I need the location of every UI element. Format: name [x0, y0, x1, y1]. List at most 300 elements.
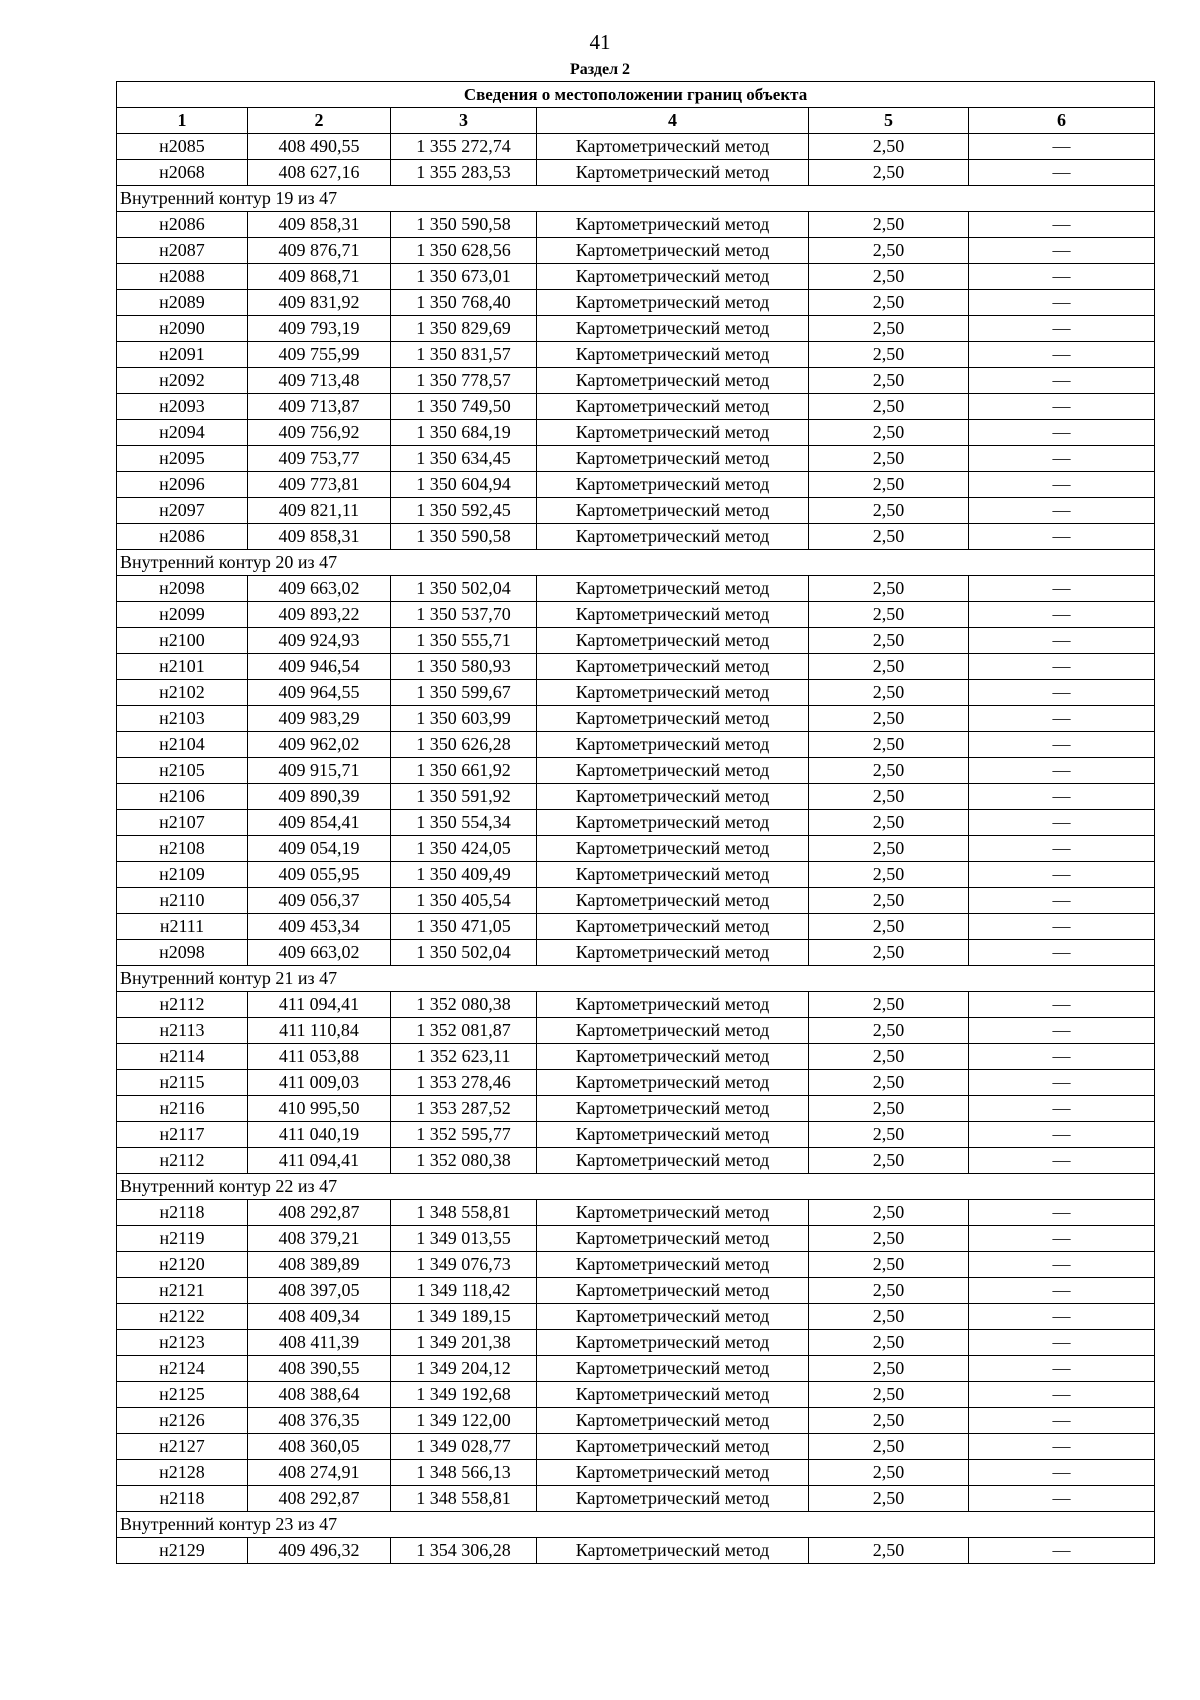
coordinate-y-cell: 1 352 080,38 [391, 1148, 537, 1174]
description-cell: — [969, 1200, 1155, 1226]
table-row [117, 472, 1155, 498]
point-id-cell: н2110 [117, 888, 248, 914]
contour-header-row [117, 550, 1155, 576]
method-cell: Картометрический метод [537, 1096, 809, 1122]
coordinate-x-cell: 411 040,19 [248, 1122, 391, 1148]
point-id-cell: н2101 [117, 654, 248, 680]
table-caption: Сведения о местоположении границ объекта [117, 82, 1155, 108]
description-cell: — [969, 576, 1155, 602]
method-cell: Картометрический метод [537, 1434, 809, 1460]
description-cell: — [969, 1278, 1155, 1304]
coordinate-x-cell: 409 868,71 [248, 264, 391, 290]
method-cell: Картометрический метод [537, 1356, 809, 1382]
coordinate-x-cell: 411 094,41 [248, 1148, 391, 1174]
method-cell: Картометрический метод [537, 810, 809, 836]
method-cell: Картометрический метод [537, 862, 809, 888]
coordinate-y-cell: 1 350 661,92 [391, 758, 537, 784]
accuracy-cell: 2,50 [809, 238, 969, 264]
table-row [117, 1434, 1155, 1460]
accuracy-cell: 2,50 [809, 342, 969, 368]
description-cell: — [969, 1252, 1155, 1278]
description-cell: — [969, 1096, 1155, 1122]
point-id-cell: н2112 [117, 1148, 248, 1174]
description-cell: — [969, 316, 1155, 342]
point-id-cell: н2091 [117, 342, 248, 368]
accuracy-cell: 2,50 [809, 940, 969, 966]
point-id-cell: н2116 [117, 1096, 248, 1122]
accuracy-cell: 2,50 [809, 1226, 969, 1252]
point-id-cell: н2108 [117, 836, 248, 862]
contour-header-row [117, 966, 1155, 992]
accuracy-cell: 2,50 [809, 680, 969, 706]
coordinate-x-cell: 409 713,48 [248, 368, 391, 394]
description-cell: — [969, 1122, 1155, 1148]
accuracy-cell: 2,50 [809, 1460, 969, 1486]
description-cell: — [969, 446, 1155, 472]
coordinate-y-cell: 1 350 537,70 [391, 602, 537, 628]
coordinate-y-cell: 1 350 626,28 [391, 732, 537, 758]
method-cell: Картометрический метод [537, 1460, 809, 1486]
coordinate-x-cell: 408 389,89 [248, 1252, 391, 1278]
accuracy-cell: 2,50 [809, 446, 969, 472]
point-id-cell: н2105 [117, 758, 248, 784]
coordinate-y-cell: 1 349 204,12 [391, 1356, 537, 1382]
table-row [117, 914, 1155, 940]
coordinate-x-cell: 409 055,95 [248, 862, 391, 888]
boundary-coordinates-table [116, 81, 1155, 1564]
coordinate-y-cell: 1 355 283,53 [391, 160, 537, 186]
accuracy-cell: 2,50 [809, 134, 969, 160]
coordinate-x-cell: 409 962,02 [248, 732, 391, 758]
method-cell: Картометрический метод [537, 1382, 809, 1408]
coordinate-y-cell: 1 350 768,40 [391, 290, 537, 316]
point-id-cell: н2122 [117, 1304, 248, 1330]
point-id-cell: н2096 [117, 472, 248, 498]
table-row [117, 1486, 1155, 1512]
coordinate-y-cell: 1 350 590,58 [391, 524, 537, 550]
table-body [117, 134, 1155, 1564]
description-cell: — [969, 1408, 1155, 1434]
coordinate-y-cell: 1 348 558,81 [391, 1486, 537, 1512]
accuracy-cell: 2,50 [809, 602, 969, 628]
coordinate-x-cell: 409 858,31 [248, 524, 391, 550]
method-cell: Картометрический метод [537, 1304, 809, 1330]
description-cell: — [969, 264, 1155, 290]
coordinate-x-cell: 409 854,41 [248, 810, 391, 836]
point-id-cell: н2086 [117, 524, 248, 550]
coordinate-y-cell: 1 349 028,77 [391, 1434, 537, 1460]
table-row [117, 940, 1155, 966]
accuracy-cell: 2,50 [809, 1434, 969, 1460]
coordinate-x-cell: 408 627,16 [248, 160, 391, 186]
coordinate-y-cell: 1 350 592,45 [391, 498, 537, 524]
coordinate-y-cell: 1 350 502,04 [391, 576, 537, 602]
description-cell: — [969, 1382, 1155, 1408]
point-id-cell: н2119 [117, 1226, 248, 1252]
method-cell: Картометрический метод [537, 420, 809, 446]
coordinate-y-cell: 1 349 189,15 [391, 1304, 537, 1330]
description-cell: — [969, 1330, 1155, 1356]
method-cell: Картометрический метод [537, 1278, 809, 1304]
method-cell: Картометрический метод [537, 160, 809, 186]
point-id-cell: н2088 [117, 264, 248, 290]
accuracy-cell: 2,50 [809, 420, 969, 446]
accuracy-cell: 2,50 [809, 784, 969, 810]
point-id-cell: н2068 [117, 160, 248, 186]
method-cell: Картометрический метод [537, 316, 809, 342]
coordinate-x-cell: 409 453,34 [248, 914, 391, 940]
description-cell: — [969, 238, 1155, 264]
method-cell: Картометрический метод [537, 888, 809, 914]
description-cell: — [969, 628, 1155, 654]
description-cell: — [969, 706, 1155, 732]
table-row [117, 160, 1155, 186]
method-cell: Картометрический метод [537, 732, 809, 758]
coordinate-y-cell: 1 349 013,55 [391, 1226, 537, 1252]
description-cell: — [969, 836, 1155, 862]
accuracy-cell: 2,50 [809, 1252, 969, 1278]
table-row [117, 1252, 1155, 1278]
coordinate-x-cell: 411 094,41 [248, 992, 391, 1018]
point-id-cell: н2111 [117, 914, 248, 940]
accuracy-cell: 2,50 [809, 472, 969, 498]
point-id-cell: н2112 [117, 992, 248, 1018]
table-row [117, 680, 1155, 706]
coordinate-x-cell: 409 983,29 [248, 706, 391, 732]
description-cell: — [969, 160, 1155, 186]
method-cell: Картометрический метод [537, 238, 809, 264]
table-row [117, 1226, 1155, 1252]
table-row [117, 862, 1155, 888]
coordinate-x-cell: 409 858,31 [248, 212, 391, 238]
table-row [117, 706, 1155, 732]
accuracy-cell: 2,50 [809, 394, 969, 420]
description-cell: — [969, 212, 1155, 238]
point-id-cell: н2126 [117, 1408, 248, 1434]
method-cell: Картометрический метод [537, 394, 809, 420]
accuracy-cell: 2,50 [809, 524, 969, 550]
coordinate-y-cell: 1 350 599,67 [391, 680, 537, 706]
accuracy-cell: 2,50 [809, 706, 969, 732]
coordinate-x-cell: 409 876,71 [248, 238, 391, 264]
point-id-cell: н2107 [117, 810, 248, 836]
accuracy-cell: 2,50 [809, 1278, 969, 1304]
coordinate-x-cell: 409 753,77 [248, 446, 391, 472]
point-id-cell: н2118 [117, 1200, 248, 1226]
coordinate-y-cell: 1 349 192,68 [391, 1382, 537, 1408]
table-row [117, 212, 1155, 238]
accuracy-cell: 2,50 [809, 290, 969, 316]
coordinate-y-cell: 1 350 405,54 [391, 888, 537, 914]
coordinate-x-cell: 408 411,39 [248, 1330, 391, 1356]
point-id-cell: н2103 [117, 706, 248, 732]
table-row [117, 628, 1155, 654]
method-cell: Картометрический метод [537, 1330, 809, 1356]
table-row [117, 342, 1155, 368]
description-cell: — [969, 1538, 1155, 1564]
method-cell: Картометрический метод [537, 1538, 809, 1564]
coordinate-y-cell: 1 352 623,11 [391, 1044, 537, 1070]
coordinate-y-cell: 1 349 118,42 [391, 1278, 537, 1304]
accuracy-cell: 2,50 [809, 1486, 969, 1512]
description-cell: — [969, 394, 1155, 420]
accuracy-cell: 2,50 [809, 1018, 969, 1044]
page-number: 41 [589, 30, 611, 54]
accuracy-cell: 2,50 [809, 1538, 969, 1564]
point-id-cell: н2098 [117, 576, 248, 602]
method-cell: Картометрический метод [537, 836, 809, 862]
point-id-cell: н2094 [117, 420, 248, 446]
method-cell: Картометрический метод [537, 342, 809, 368]
point-id-cell: н2086 [117, 212, 248, 238]
coordinate-x-cell: 409 793,19 [248, 316, 391, 342]
table-row [117, 446, 1155, 472]
coordinate-x-cell: 409 821,11 [248, 498, 391, 524]
coordinate-x-cell: 409 496,32 [248, 1538, 391, 1564]
accuracy-cell: 2,50 [809, 1408, 969, 1434]
method-cell: Картометрический метод [537, 602, 809, 628]
table-row [117, 654, 1155, 680]
table-row [117, 784, 1155, 810]
method-cell: Картометрический метод [537, 368, 809, 394]
accuracy-cell: 2,50 [809, 758, 969, 784]
coordinate-x-cell: 409 056,37 [248, 888, 391, 914]
coordinate-x-cell: 409 663,02 [248, 940, 391, 966]
point-id-cell: н2092 [117, 368, 248, 394]
contour-header-row [117, 186, 1155, 212]
description-cell: — [969, 914, 1155, 940]
point-id-cell: н2127 [117, 1434, 248, 1460]
coordinate-y-cell: 1 350 424,05 [391, 836, 537, 862]
point-id-cell: н2113 [117, 1018, 248, 1044]
accuracy-cell: 2,50 [809, 498, 969, 524]
coordinate-y-cell: 1 350 673,01 [391, 264, 537, 290]
coordinate-x-cell: 409 893,22 [248, 602, 391, 628]
coordinate-x-cell: 408 360,05 [248, 1434, 391, 1460]
column-number: 5 [809, 108, 969, 134]
contour-label: Внутренний контур 21 из 47 [117, 966, 1155, 992]
table-row [117, 602, 1155, 628]
description-cell: — [969, 524, 1155, 550]
point-id-cell: н2097 [117, 498, 248, 524]
table-row [117, 290, 1155, 316]
point-id-cell: н2115 [117, 1070, 248, 1096]
point-id-cell: н2118 [117, 1486, 248, 1512]
accuracy-cell: 2,50 [809, 1148, 969, 1174]
method-cell: Картометрический метод [537, 264, 809, 290]
method-cell: Картометрический метод [537, 446, 809, 472]
description-cell: — [969, 420, 1155, 446]
method-cell: Картометрический метод [537, 654, 809, 680]
description-cell: — [969, 732, 1155, 758]
method-cell: Картометрический метод [537, 992, 809, 1018]
accuracy-cell: 2,50 [809, 1330, 969, 1356]
table-row [117, 732, 1155, 758]
point-id-cell: н2121 [117, 1278, 248, 1304]
column-number: 4 [537, 108, 809, 134]
description-cell: — [969, 134, 1155, 160]
coordinate-y-cell: 1 348 566,13 [391, 1460, 537, 1486]
method-cell: Картометрический метод [537, 134, 809, 160]
coordinate-x-cell: 408 292,87 [248, 1486, 391, 1512]
description-cell: — [969, 1044, 1155, 1070]
accuracy-cell: 2,50 [809, 1304, 969, 1330]
method-cell: Картометрический метод [537, 628, 809, 654]
description-cell: — [969, 290, 1155, 316]
coordinate-y-cell: 1 353 287,52 [391, 1096, 537, 1122]
point-id-cell: н2124 [117, 1356, 248, 1382]
method-cell: Картометрический метод [537, 1408, 809, 1434]
contour-label: Внутренний контур 22 из 47 [117, 1174, 1155, 1200]
coordinate-y-cell: 1 349 201,38 [391, 1330, 537, 1356]
coordinate-y-cell: 1 352 081,87 [391, 1018, 537, 1044]
description-cell: — [969, 888, 1155, 914]
point-id-cell: н2114 [117, 1044, 248, 1070]
table-row [117, 1148, 1155, 1174]
coordinate-y-cell: 1 348 558,81 [391, 1200, 537, 1226]
coordinate-x-cell: 409 054,19 [248, 836, 391, 862]
method-cell: Картометрический метод [537, 290, 809, 316]
accuracy-cell: 2,50 [809, 1122, 969, 1148]
table-row [117, 1122, 1155, 1148]
coordinate-x-cell: 409 756,92 [248, 420, 391, 446]
coordinate-y-cell: 1 353 278,46 [391, 1070, 537, 1096]
description-cell: — [969, 1304, 1155, 1330]
point-id-cell: н2089 [117, 290, 248, 316]
description-cell: — [969, 1226, 1155, 1252]
coordinate-y-cell: 1 350 591,92 [391, 784, 537, 810]
contour-label: Внутренний контур 19 из 47 [117, 186, 1155, 212]
coordinate-y-cell: 1 350 471,05 [391, 914, 537, 940]
method-cell: Картометрический метод [537, 914, 809, 940]
table-row [117, 1070, 1155, 1096]
coordinate-x-cell: 409 924,93 [248, 628, 391, 654]
point-id-cell: н2109 [117, 862, 248, 888]
accuracy-cell: 2,50 [809, 862, 969, 888]
accuracy-cell: 2,50 [809, 836, 969, 862]
coordinate-x-cell: 409 663,02 [248, 576, 391, 602]
coordinate-y-cell: 1 350 604,94 [391, 472, 537, 498]
table-row [117, 524, 1155, 550]
table-row [117, 368, 1155, 394]
point-id-cell: н2104 [117, 732, 248, 758]
description-cell: — [969, 1356, 1155, 1382]
table-row [117, 992, 1155, 1018]
contour-header-row [117, 1174, 1155, 1200]
accuracy-cell: 2,50 [809, 628, 969, 654]
coordinate-x-cell: 409 755,99 [248, 342, 391, 368]
accuracy-cell: 2,50 [809, 576, 969, 602]
coordinate-x-cell: 409 964,55 [248, 680, 391, 706]
method-cell: Картометрический метод [537, 758, 809, 784]
method-cell: Картометрический метод [537, 472, 809, 498]
description-cell: — [969, 342, 1155, 368]
table-row [117, 1356, 1155, 1382]
coordinate-y-cell: 1 350 829,69 [391, 316, 537, 342]
point-id-cell: н2100 [117, 628, 248, 654]
coordinate-x-cell: 411 053,88 [248, 1044, 391, 1070]
table-row [117, 1018, 1155, 1044]
table-row [117, 576, 1155, 602]
coordinate-y-cell: 1 350 628,56 [391, 238, 537, 264]
method-cell: Картометрический метод [537, 524, 809, 550]
point-id-cell: н2117 [117, 1122, 248, 1148]
table-row [117, 134, 1155, 160]
table-row [117, 1044, 1155, 1070]
coordinate-y-cell: 1 352 080,38 [391, 992, 537, 1018]
coordinate-x-cell: 409 831,92 [248, 290, 391, 316]
coordinate-y-cell: 1 355 272,74 [391, 134, 537, 160]
column-number: 6 [969, 108, 1155, 134]
column-number: 1 [117, 108, 248, 134]
accuracy-cell: 2,50 [809, 1096, 969, 1122]
accuracy-cell: 2,50 [809, 914, 969, 940]
description-cell: — [969, 1486, 1155, 1512]
method-cell: Картометрический метод [537, 576, 809, 602]
coordinate-x-cell: 408 397,05 [248, 1278, 391, 1304]
accuracy-cell: 2,50 [809, 368, 969, 394]
coordinate-x-cell: 408 292,87 [248, 1200, 391, 1226]
coordinate-x-cell: 408 409,34 [248, 1304, 391, 1330]
coordinate-x-cell: 411 009,03 [248, 1070, 391, 1096]
coordinate-y-cell: 1 349 122,00 [391, 1408, 537, 1434]
coordinate-x-cell: 409 890,39 [248, 784, 391, 810]
coordinate-y-cell: 1 349 076,73 [391, 1252, 537, 1278]
coordinate-y-cell: 1 350 590,58 [391, 212, 537, 238]
method-cell: Картометрический метод [537, 1044, 809, 1070]
coordinate-x-cell: 408 379,21 [248, 1226, 391, 1252]
contour-label: Внутренний контур 20 из 47 [117, 550, 1155, 576]
description-cell: — [969, 602, 1155, 628]
point-id-cell: н2098 [117, 940, 248, 966]
accuracy-cell: 2,50 [809, 1382, 969, 1408]
table-row [117, 888, 1155, 914]
coordinate-x-cell: 408 390,55 [248, 1356, 391, 1382]
accuracy-cell: 2,50 [809, 992, 969, 1018]
point-id-cell: н2129 [117, 1538, 248, 1564]
accuracy-cell: 2,50 [809, 732, 969, 758]
table-row [117, 264, 1155, 290]
description-cell: — [969, 498, 1155, 524]
method-cell: Картометрический метод [537, 1200, 809, 1226]
description-cell: — [969, 368, 1155, 394]
coordinate-y-cell: 1 350 634,45 [391, 446, 537, 472]
point-id-cell: н2090 [117, 316, 248, 342]
point-id-cell: н2128 [117, 1460, 248, 1486]
description-cell: — [969, 784, 1155, 810]
coordinate-x-cell: 409 946,54 [248, 654, 391, 680]
method-cell: Картометрический метод [537, 1018, 809, 1044]
accuracy-cell: 2,50 [809, 888, 969, 914]
accuracy-cell: 2,50 [809, 264, 969, 290]
accuracy-cell: 2,50 [809, 1044, 969, 1070]
coordinate-y-cell: 1 350 603,99 [391, 706, 537, 732]
description-cell: — [969, 992, 1155, 1018]
coordinate-y-cell: 1 350 749,50 [391, 394, 537, 420]
description-cell: — [969, 1460, 1155, 1486]
coordinate-x-cell: 408 274,91 [248, 1460, 391, 1486]
accuracy-cell: 2,50 [809, 654, 969, 680]
table-row [117, 1278, 1155, 1304]
point-id-cell: н2085 [117, 134, 248, 160]
coordinate-y-cell: 1 350 778,57 [391, 368, 537, 394]
point-id-cell: н2087 [117, 238, 248, 264]
table-row [117, 836, 1155, 862]
table-row [117, 394, 1155, 420]
coordinate-x-cell: 408 376,35 [248, 1408, 391, 1434]
method-cell: Картометрический метод [537, 1226, 809, 1252]
accuracy-cell: 2,50 [809, 160, 969, 186]
